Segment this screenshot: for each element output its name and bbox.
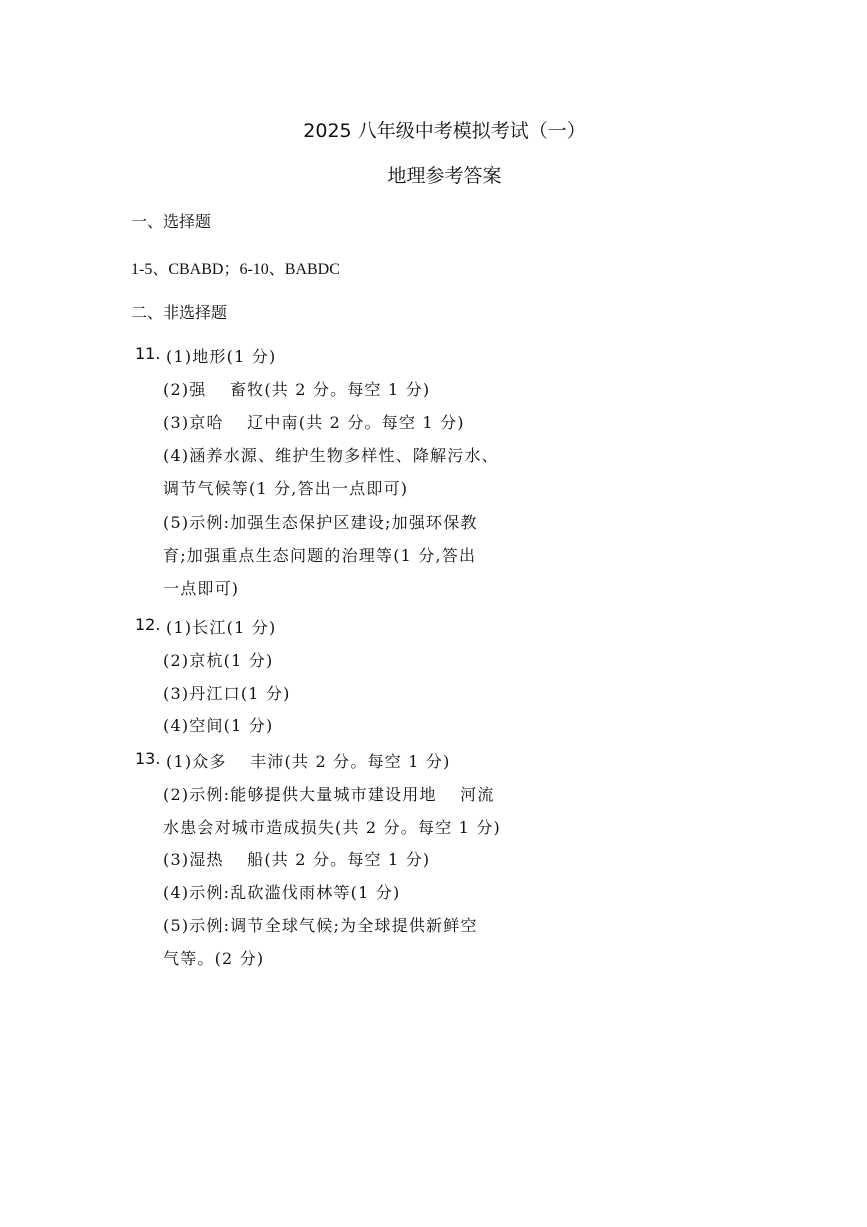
page-subtitle: 地理参考答案 (387, 165, 502, 187)
section-heading-non-choice: 二、非选择题 (131, 303, 228, 322)
section-heading-multiple-choice: 一、选择题 (131, 212, 212, 231)
answer-line: (2)京杭(1 分) (163, 651, 274, 670)
answer-line: 育;加强重点生态问题的治理等(1 分,答出 (163, 546, 477, 565)
answer-line: (4)涵养水源、维护生物多样性、降解污水、 (163, 446, 499, 465)
answer-line: (5)示例:调节全球气候;为全球提供新鲜空 (163, 916, 478, 935)
answer-line: (2)示例:能够提供大量城市建设用地 河流 (163, 785, 495, 804)
answer-line: (3)京哈 辽中南(共 2 分。每空 1 分) (163, 413, 465, 432)
answer-line: 调节气候等(1 分,答出一点即可) (163, 479, 409, 498)
answer-line: (3)丹江口(1 分) (163, 684, 291, 703)
page-title: 2025 八年级中考模拟考试（一） (303, 120, 586, 142)
answer-line: 水患会对城市造成损失(共 2 分。每空 1 分) (163, 818, 501, 837)
answer-line: (1)众多 丰沛(共 2 分。每空 1 分) (166, 752, 451, 771)
answer-line: (4)示例:乱砍滥伐雨林等(1 分) (163, 883, 401, 902)
answer-line: (1)长江(1 分) (166, 618, 277, 637)
answer-line: 气等。(2 分) (163, 949, 265, 968)
question-number: 13. (135, 749, 161, 768)
question-number: 11. (135, 344, 161, 363)
answer-line: (4)空间(1 分) (163, 716, 274, 735)
multiple-choice-answers: 1-5、CBABD；6-10、BABDC (131, 261, 340, 278)
answer-line: (1)地形(1 分) (166, 347, 277, 366)
answer-line: 一点即可) (163, 579, 240, 598)
answer-line: (3)湿热 船(共 2 分。每空 1 分) (163, 850, 431, 869)
question-number: 12. (135, 615, 161, 634)
answer-line: (2)强 畜牧(共 2 分。每空 1 分) (163, 380, 431, 399)
answer-line: (5)示例:加强生态保护区建设;加强环保教 (163, 513, 478, 532)
